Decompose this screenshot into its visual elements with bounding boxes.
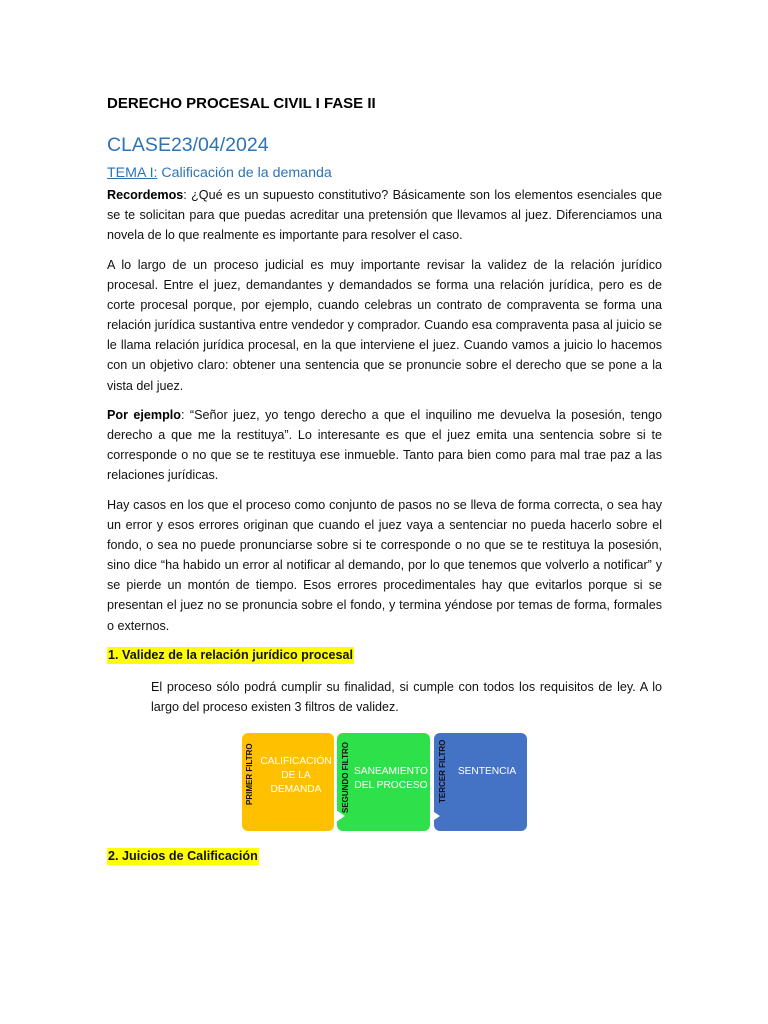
paragraph-por-ejemplo xyxy=(107,405,662,485)
stage-label: SENTENCIA xyxy=(457,766,517,777)
paragraph-lead: Por ejemplo xyxy=(107,408,181,422)
topic-text: Calificación de la demanda xyxy=(157,165,332,181)
paragraph-relacion-juridica: A lo largo de un proceso judicial es muy importante revisar la validez de la relación jurídico procesal. Entre el juez, demandantes y demandados se forma una relación jurídica, pero es de corte procesal porque, por ejemplo, cuando celebras un contrato de compraventa se forma una relación jurídica sustantiva entre vendedor y comprador. Cuando esa compraventa pasa al juicio se le llama relación jurídica procesal, en la que interviene el juez. Cuando vamos a juicio lo hacemos con un objetivo claro: obtener una sentencia que se pronuncie sobre el derecho que se pone a la vista del juez. xyxy=(107,258,662,393)
paragraph-errores: Hay casos en los que el proceso como conjunto de pasos no se lleva de forma correcta, o sea hay un error y esos errores originan que cuando el juez vaya a sentenciar no pueda hacerlo sobre el fondo, o sea no puede pronunciarse sobre si te corresponde o no que se te restituya la posesión, sino dice “ha habido un error al notificar al demando, por lo que tenemos que volverlo a notificar” y se pierde un montón de tiempo. Esos errores procedimentales hay que evitarlos porque si se presentan el juez no se pronuncia sobre el fondo, y termina yéndose por temas de forma, formales o externos. xyxy=(107,498,662,633)
paragraph-lead: Recordemos xyxy=(107,188,184,202)
paragraph-recordemos xyxy=(107,185,662,245)
class-date-heading: CLASE23/04/2024 xyxy=(107,134,269,156)
flow-arrow xyxy=(431,810,440,822)
flow-arrow xyxy=(336,810,345,822)
stage-box-saneamiento xyxy=(337,733,430,831)
topic-label: TEMA I: xyxy=(107,165,158,181)
stage-label: SANEAMIENTO DEL PROCESO xyxy=(354,766,428,791)
section-heading-juicios: 2. Juicios de Calificación xyxy=(108,849,258,863)
filters-diagram xyxy=(240,733,528,833)
stage-box-sentencia xyxy=(434,733,527,831)
filter-label-segundo: SEGUNDO FILTRO xyxy=(341,742,350,813)
document-title: DERECHO PROCESAL CIVIL I FASE II xyxy=(107,95,376,112)
section-heading-validez: 1. Validez de la relación jurídico procesal xyxy=(108,648,353,662)
section-text-validez: El proceso sólo podrá cumplir su finalidad, si cumple con todos los requisitos de ley. A lo largo del proceso existen 3 filtros de validez. xyxy=(151,680,662,714)
filter-label-tercer: TERCER FILTRO xyxy=(438,739,447,803)
filter-label-primer: PRIMER FILTRO xyxy=(245,743,254,805)
paragraph-body: : ¿Qué es un supuesto constitutivo? Básicamente son los elementos esenciales que se te solicitan para que puedas acreditar una pretensión que llevamos al juez. Diferenciamos una novela de lo que realmente es importante para resolver el caso. xyxy=(107,188,662,243)
topic-heading xyxy=(107,165,332,181)
stage-label: CALIFICACIÓN DE LA DEMANDA xyxy=(260,756,332,795)
stage-box-calificacion xyxy=(242,733,334,831)
paragraph-body: : “Señor juez, yo tengo derecho a que el inquilino me devuelva la posesión, tengo derecho a que me la restituya”. Lo interesante es que el juez emita una sentencia sobre si te corresponde o no que se te restituya ese inmueble. Tanto para bien como para mal trae paz a las relaciones jurídicas. xyxy=(107,408,662,483)
